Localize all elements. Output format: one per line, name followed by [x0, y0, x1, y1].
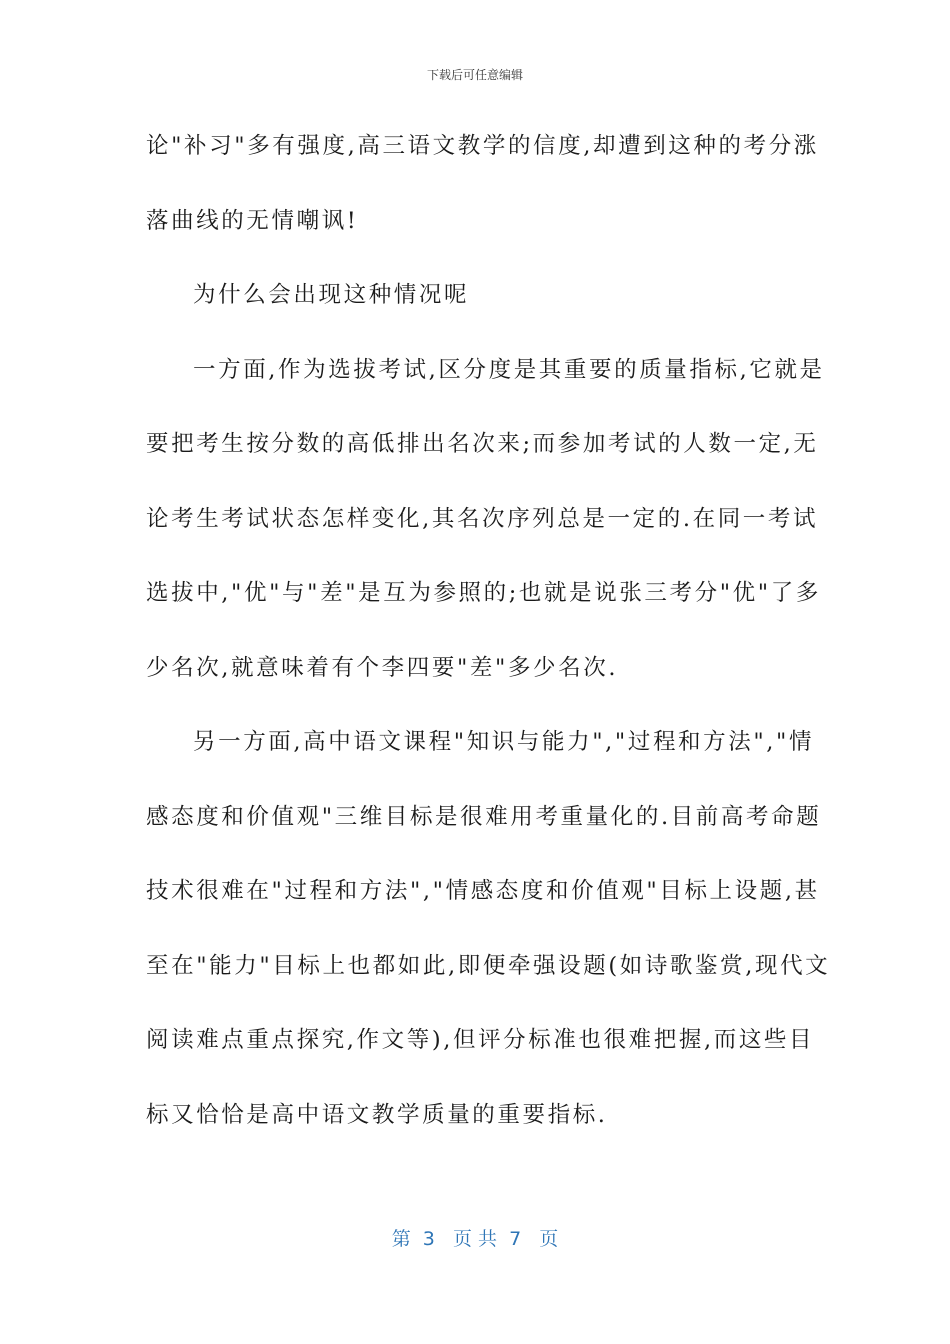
- page-header: 下载后可任意编辑: [426, 68, 523, 82]
- body-line: 论"补习"多有强度,高三语文教学的信度,却遭到这种的考分涨: [146, 133, 819, 159]
- body-line: 要把考生按分数的高低排出名次来;而参加考试的人数一定,无: [146, 431, 819, 457]
- body-line: 少名次,就意味着有个李四要"差"多少名次.: [146, 654, 619, 681]
- paragraph-start-line: 为什么会出现这种情况呢: [193, 282, 470, 308]
- document-body: [146, 124, 831, 1167]
- page-number-footer: 第 3 页 共 7 页: [391, 1228, 559, 1250]
- body-line: 阅读难点重点探究,作文等),但评分标准也很难把握,而这些目: [146, 1027, 815, 1053]
- paragraph-start-line: 一方面,作为选拔考试,区分度是其重要的质量指标,它就是: [193, 356, 825, 383]
- body-line: 感态度和价值观"三维目标是很难用考重量化的.目前高考命题: [146, 803, 822, 830]
- body-line: 至在"能力"目标上也都如此,即便牵强设题(如诗歌鉴赏,现代文: [146, 952, 831, 979]
- body-line: 论考生考试状态怎样变化,其名次序列总是一定的.在同一考试: [146, 505, 819, 532]
- body-line: 标又恰恰是高中语文教学质量的重要指标.: [146, 1101, 608, 1128]
- paragraph-start-line: 另一方面,高中语文课程"知识与能力","过程和方法","情: [193, 729, 815, 755]
- body-line: 落曲线的无情嘲讽!: [146, 207, 359, 234]
- body-line: 技术很难在"过程和方法","情感态度和价值观"目标上设题,甚: [146, 878, 820, 904]
- body-line: 选拔中,"优"与"差"是互为参照的;也就是说张三考分"优"了多: [146, 580, 821, 606]
